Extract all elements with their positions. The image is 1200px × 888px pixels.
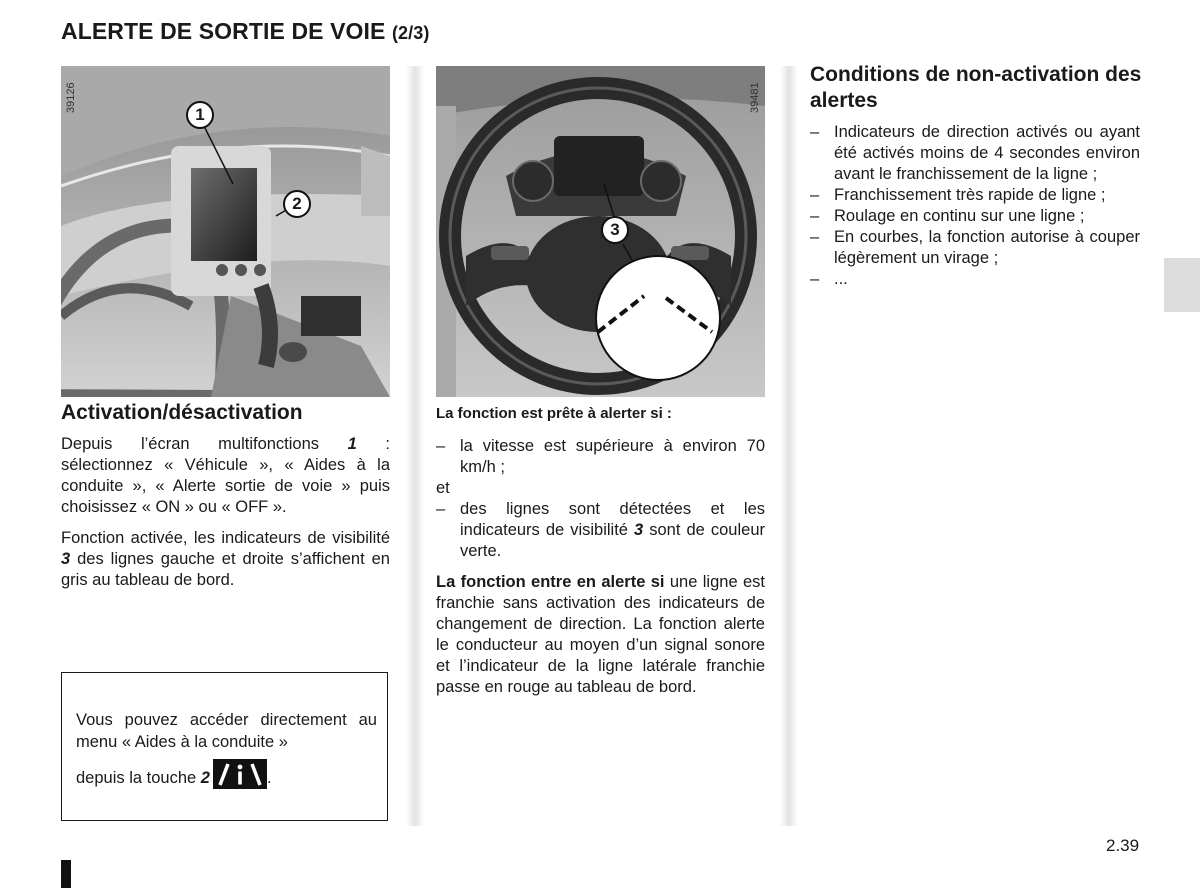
dash: –: [436, 500, 446, 518]
text: des lignes gauche et droite s’affichent en gris au tableau de bord.: [61, 550, 390, 589]
ref-number: 3: [634, 521, 644, 539]
list-item: [810, 122, 1140, 185]
alert-paragraph: [436, 572, 765, 698]
note-box: [61, 672, 388, 821]
chapter-tab: [1164, 258, 1200, 312]
note-text: [76, 709, 377, 789]
ref-number: 3: [61, 550, 71, 568]
column-separator: [406, 66, 424, 826]
page-title-suffix: (2/3): [391, 23, 430, 43]
bold-lead: La fonction entre en alerte si: [436, 573, 665, 591]
column-separator: [780, 66, 798, 826]
figure-ref-middle: 39481: [749, 82, 761, 113]
text: Fonction activée, les indicateurs de visibilité: [61, 529, 390, 547]
note-line-2: [76, 759, 377, 789]
list-item: [810, 269, 1140, 290]
activation-paragraph: [61, 434, 390, 518]
dash: –: [436, 437, 446, 455]
text: Depuis l’écran multifonctions: [61, 435, 348, 453]
dash: –: [810, 123, 820, 141]
dash: –: [810, 270, 820, 288]
text: Franchissement très rapide de ligne ;: [834, 186, 1106, 204]
ready-intro: La fonction est prête à alerter si :: [436, 405, 672, 422]
column2-body: [436, 403, 765, 708]
list-item: [436, 436, 765, 478]
ready-conditions-list: [436, 436, 765, 478]
ready-conditions-list-2: [436, 499, 765, 562]
callout-1: 1: [186, 101, 214, 129]
text: une ligne est franchie sans activation des indicateurs de changement de direction. La fonction alerte le conducteur au moyen d’un signal sonore et l’indicateur de la ligne latérale franchie passe en rouge au tableau de bord.: [436, 573, 765, 696]
text: Indicateurs de direction activés ou ayant été activés moins de 4 secondes environ avant le franchissement de la ligne ;: [834, 123, 1140, 183]
connector-text: et: [436, 479, 450, 497]
callout-2: 2: [283, 190, 311, 218]
page-title-text: ALERTE DE SORTIE DE VOIE: [61, 18, 386, 44]
text: sont de couleur verte.: [460, 521, 765, 560]
text: Roulage en continu sur une ligne ;: [834, 207, 1085, 225]
page-title: [61, 18, 429, 45]
list-item: [810, 206, 1140, 227]
text: .: [266, 769, 272, 787]
page-number: 2.39: [1106, 836, 1140, 855]
section-heading-activation: Activation/désactivation: [61, 401, 303, 424]
note-line-1: Vous pouvez accéder directement au menu « Aides à la conduite »: [76, 711, 377, 751]
text: depuis la touche: [76, 769, 201, 787]
text: : sélectionnez « Véhicule », « Aides à la conduite », « Alerte sortie de voie » puis choisissez « ON » ou « OFF ».: [61, 435, 390, 516]
text: la vitesse est supérieure à environ 70 km/h ;: [460, 437, 765, 476]
dash: –: [810, 207, 820, 225]
non-activation-list: [810, 122, 1140, 290]
page-edge-marker: [61, 860, 71, 888]
list-item: [810, 227, 1140, 269]
steering-wheel-photo: [436, 66, 765, 397]
list-item: [810, 185, 1140, 206]
ref-number: 2: [200, 769, 210, 787]
column3-body: [810, 122, 1140, 290]
text: En courbes, la fonction autorise à couper légèrement un virage ;: [834, 228, 1140, 267]
figure-ref-left: 39126: [65, 82, 77, 113]
list-item: [436, 499, 765, 562]
dashboard-photo: [61, 66, 390, 397]
text: ...: [834, 270, 848, 288]
column1-body: [61, 434, 390, 601]
section-heading-conditions: Conditions de non-activation des alertes: [810, 63, 1142, 112]
lane-assist-button-icon: [213, 759, 267, 789]
callout-3: 3: [601, 216, 629, 244]
dash: –: [810, 186, 820, 204]
dash: –: [810, 228, 820, 246]
ref-number: 1: [347, 435, 357, 453]
text: des lignes sont détectées et les indicateurs de visibilité: [460, 500, 765, 539]
visibility-paragraph: [61, 528, 390, 591]
